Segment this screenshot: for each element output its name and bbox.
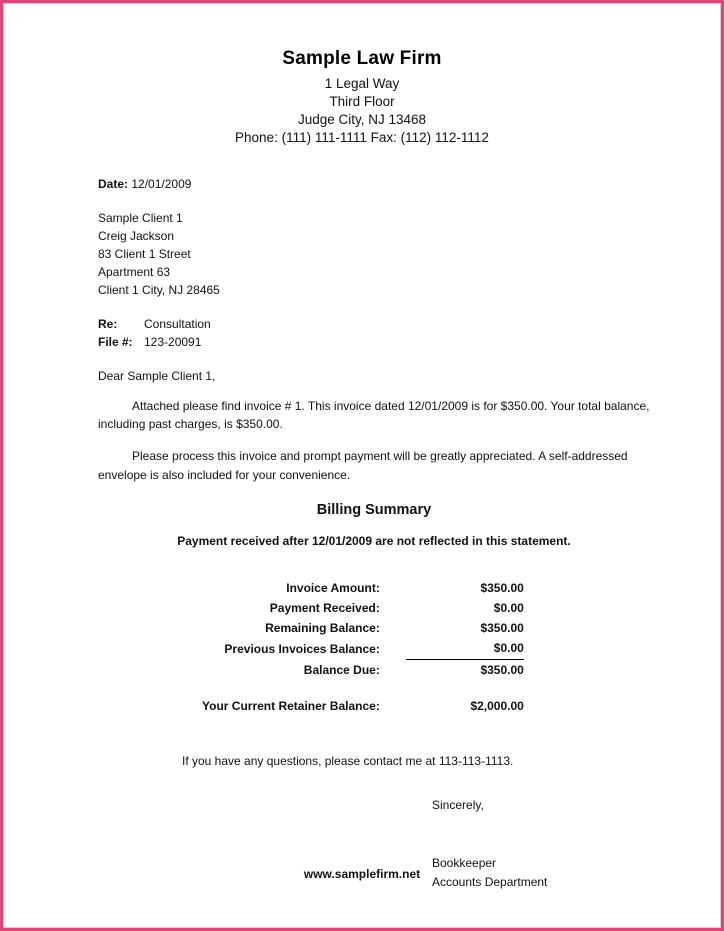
previous-invoices-balance-label: Previous Invoices Balance: [224,641,380,656]
footer-website: www.samplefirm.net [303,867,421,881]
date-line [98,177,650,191]
paragraph-invoice-details [98,397,650,434]
balance-due-label: Balance Due: [303,662,380,677]
table-row [202,660,524,681]
table-row [202,696,524,716]
invoice-amount-label: Invoice Amount: [286,581,380,596]
recipient-line-3: 83 Client 1 Street [98,246,191,261]
firm-contact-line: Phone: (111) 111-1111 Fax: (112) 112-1112 [235,129,489,145]
remaining-balance-value: $350.00 [480,621,524,636]
questions-line: If you have any questions, please contact me at 113-113-1113. [182,754,514,769]
letterhead [56,48,668,147]
recipient-address [98,209,650,299]
table-row [202,578,524,598]
remaining-balance-label: Remaining Balance: [265,621,380,636]
firm-address-line-1: 1 Legal Way [324,76,400,91]
balance-due-value: $350.00 [480,663,524,678]
signer-title: Bookkeeper [432,856,497,871]
letter-body [56,177,668,892]
re-label: Re: [98,316,118,331]
signer-department: Accounts Department [432,874,548,889]
firm-address-line-3: Judge City, NJ 13468 [297,111,427,127]
recipient-line-4: Apartment 63 [98,264,171,279]
file-label: File #: [98,334,133,349]
file-value: 123-20091 [144,334,202,349]
re-row [98,315,650,333]
billing-summary-table [202,578,524,716]
salutation: Dear Sample Client 1, [98,368,216,383]
recipient-line-1: Sample Client 1 [98,210,183,225]
firm-address-line-2: Third Floor [329,93,395,109]
table-row [202,598,524,618]
recipient-line-5: Client 1 City, NJ 28465 [98,282,220,297]
table-spacer-row [202,680,524,696]
invoice-amount-value: $350.00 [480,581,524,596]
retainer-balance-value: $2,000.00 [470,699,524,714]
table-row [202,618,524,638]
payment-received-value: $0.00 [493,601,524,616]
firm-name: Sample Law Firm [282,48,442,69]
date-label: Date: [98,176,129,191]
re-value: Consultation [144,316,211,331]
date-value: 12/01/2009 [131,176,192,191]
billing-summary-title: Billing Summary [316,502,432,519]
billing-summary-note: Payment received after 12/01/2009 are not reflected in this statement. [177,534,571,549]
table-row [202,638,524,660]
reference-block [98,315,650,351]
retainer-balance-label: Your Current Retainer Balance: [202,699,380,714]
paragraph-payment-request [98,447,650,484]
previous-invoices-balance-value: $0.00 [406,638,524,660]
payment-received-label: Payment Received: [269,601,380,616]
paragraph-2-text: Please process this invoice and prompt payment will be greatly appreciated. A self-addressed envelope is also included for your convenience. [98,449,628,482]
document-page [3,3,721,928]
file-row [98,333,650,351]
sincerely-line: Sincerely, [432,798,484,813]
paragraph-1-text: Attached please find invoice # 1. This invoice dated 12/01/2009 is for $350.00. Your total balance, including past charges, is $350.00. [98,398,650,432]
recipient-line-2: Creig Jackson [98,228,175,243]
